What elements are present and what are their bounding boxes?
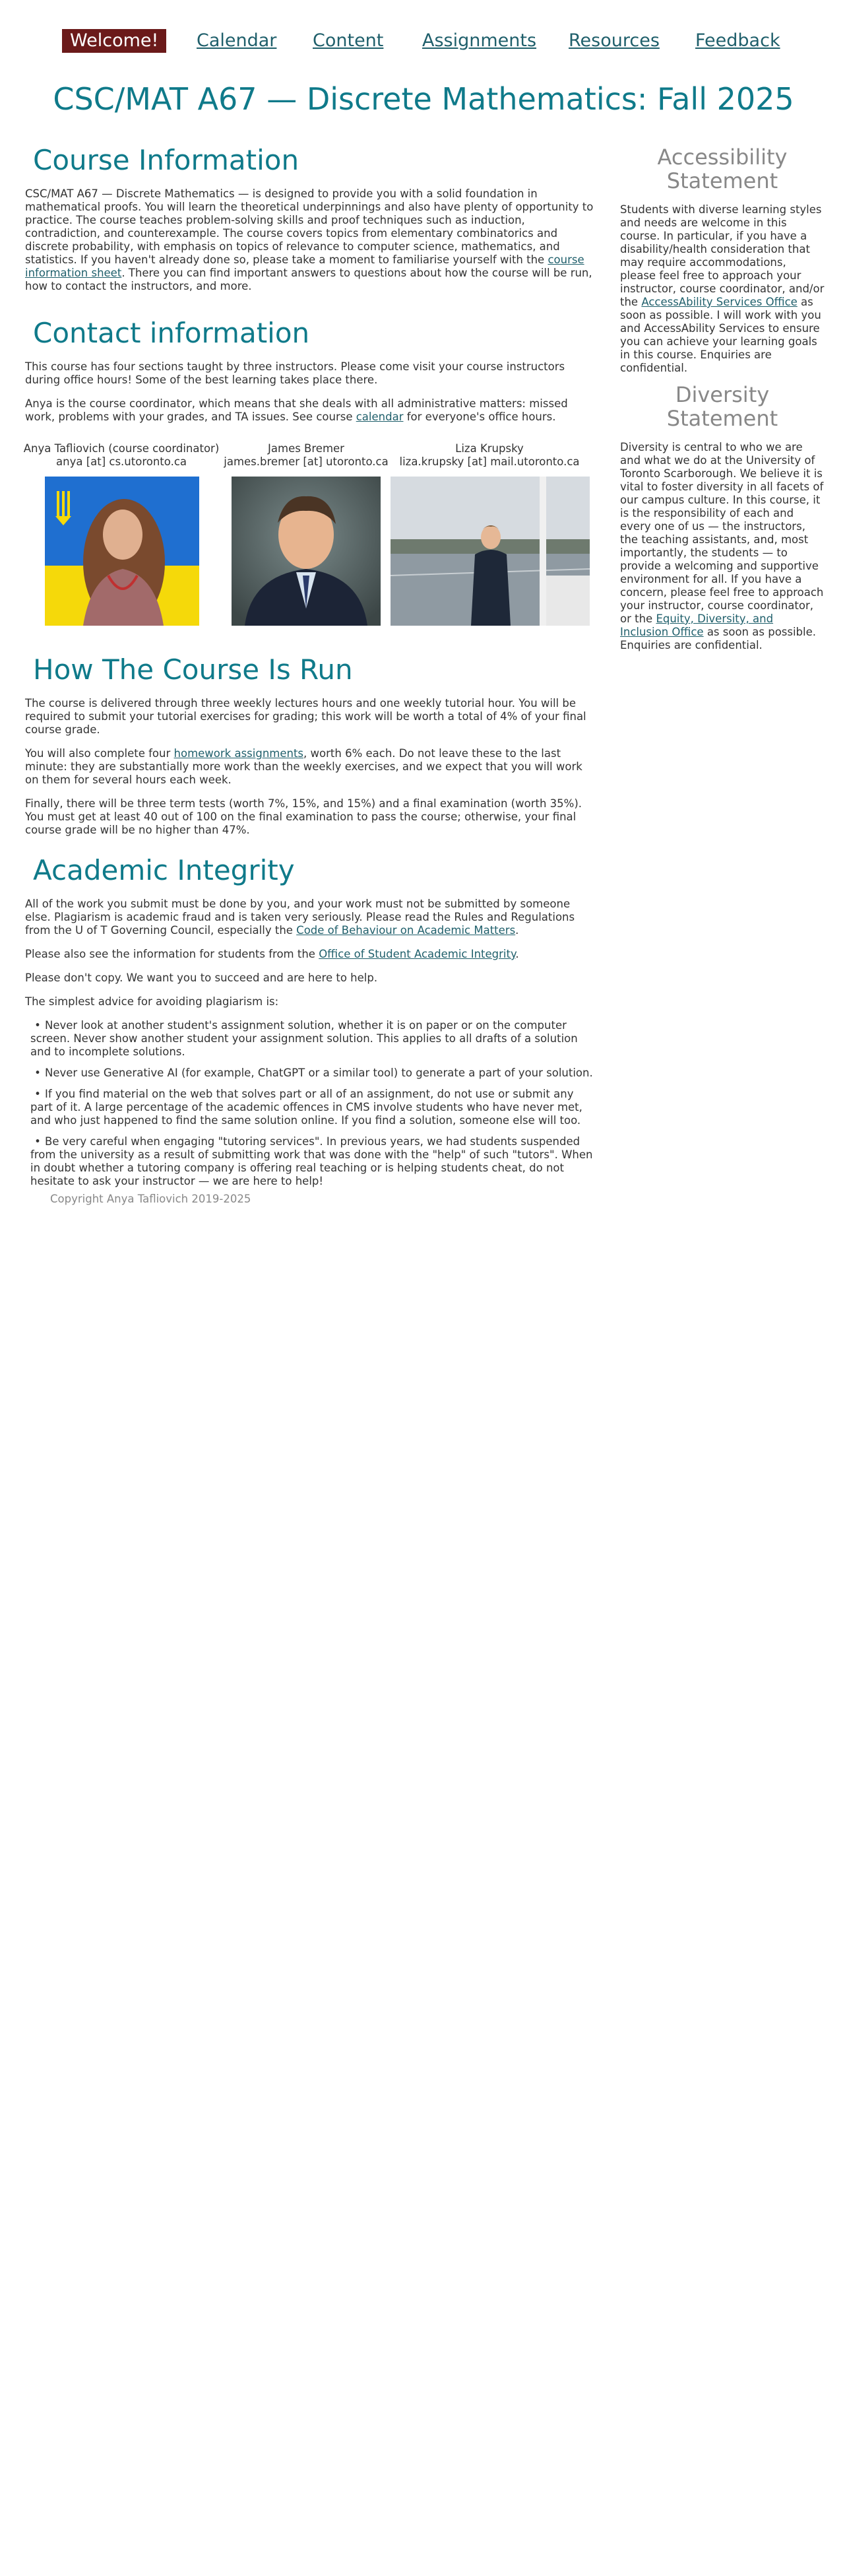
nav-feedback[interactable]: Feedback: [695, 30, 780, 51]
staff-email: anya [at] cs.utoronto.ca: [56, 455, 187, 468]
how-run-p2-part: You will also complete four: [25, 747, 174, 760]
accessibility-text-part: Students with diverse learning styles and needs are welcome in this course. In particular, if you have a disability/health consideration that may require accommodations, please feel free to approach your instructor, course coordinator, and/or the: [620, 203, 825, 308]
course-info-sheet-link[interactable]: course information sheet: [25, 253, 584, 279]
staff-email: james.bremer [at] utoronto.ca: [224, 455, 389, 468]
integrity-p2-part: .: [515, 948, 519, 960]
code-of-behaviour-link[interactable]: Code of Behaviour on Academic Matters: [296, 924, 516, 937]
staff-photo-liza: [391, 477, 590, 626]
integrity-p1-part: .: [515, 924, 519, 937]
how-run-p3: Finally, there will be three term tests (worth 7%, 15%, and 15%) and a final examination (worth 35%). You must get at least 40 out of 100 on the final examination to pass the course; otherwise, your final course grade will be no higher than 47%.: [25, 797, 582, 836]
calendar-link[interactable]: calendar: [356, 411, 404, 423]
integrity-p3: Please don't copy. We want you to succeed and are here to help.: [25, 972, 378, 984]
list-item: • Never look at another student's assignment solution, whether it is on paper or on the computer screen. Never show another student your assignment solution. This applies to all drafts of a solution and to incomplete solutions.: [30, 1019, 596, 1059]
copyright: Copyright Anya Tafliovich 2019-2025: [50, 1193, 251, 1205]
plagiarism-rules-list: [25, 1019, 596, 1188]
nav-calendar[interactable]: Calendar: [197, 30, 277, 51]
staff-list: [25, 442, 596, 640]
academic-integrity-office-link[interactable]: Office of Student Academic Integrity: [319, 948, 516, 960]
integrity-p1-part: All of the work you submit must be done by you, and your work must not be submitted by someone else. Plagiarism is academic fraud and is taken very seriously. Please read the Rules and Regulations from the U of T Governing Council, especially the: [25, 898, 575, 937]
accessibility-statement: [620, 145, 825, 375]
contact-p2-part: Anya is the course coordinator, which means that she deals with all administrative matters: missed work, problems with your grades, and TA issues. See course: [25, 397, 568, 423]
list-item: • Never use Generative AI (for example, ChatGPT or a similar tool) to generate a part of your solution.: [30, 1067, 596, 1080]
integrity-heading: Academic Integrity: [33, 854, 295, 886]
nav-welcome[interactable]: Welcome!: [62, 29, 166, 53]
contact-p2: [25, 397, 596, 424]
staff-card: [207, 442, 405, 626]
diversity-heading: Diversity Statement: [666, 382, 778, 431]
staff-photo-anya-image: [45, 477, 199, 626]
how-run-section: [25, 652, 596, 847]
staff-name: James Bremer: [268, 442, 344, 455]
how-run-p1: The course is delivered through three weekly lectures hours and one weekly tutorial hour. You will be required to submit your tutorial exercises for grading; this work will be worth a total of 4% of your final course grade.: [25, 697, 586, 736]
contact-p2-part: for everyone's office hours.: [403, 411, 556, 423]
diversity-text-part: Diversity is central to who we are and what we do at the University of Toronto Scarborough. We believe it is vital to foster diversity in all facets of our campus culture. In this course, it is the responsibility of each and every one of us — the instructors, the teaching assistants, and, most importantly, the students — to provide a welcoming and supportive environment for all. If you have a concern, please feel free to approach your instructor, course coordinator, or the: [620, 441, 824, 625]
course-info-text-part: . There you can find important answers to questions about how the course will be run, how to contact the instructors, and more.: [25, 267, 592, 292]
how-run-heading: How The Course Is Run: [33, 653, 353, 686]
nav-content[interactable]: Content: [313, 30, 384, 51]
top-nav: [62, 29, 794, 59]
accessability-services-link[interactable]: AccessAbility Services Office: [641, 296, 798, 308]
staff-name: Anya Tafliovich (course coordinator): [23, 442, 220, 455]
integrity-p2: [25, 948, 596, 961]
integrity-p1: [25, 898, 596, 937]
integrity-p4: The simplest advice for avoiding plagiarism is:: [25, 995, 279, 1008]
contact-section: [25, 315, 596, 640]
nav-resources[interactable]: Resources: [569, 30, 660, 51]
course-info-text-part: CSC/MAT A67 — Discrete Mathematics — is designed to provide you with a solid foundation in mathematical proofs. You will learn the theoretical underpinnings and also have plenty of opportunity to practice. The course teaches problem-solving skills and proof techniques such as induction, contradiction, and counterexample. The course covers topics from elementary combinatorics and discrete probability, with emphasis on topics of relevance to computer science, mathematics, and statistics. If you haven't already done so, please take a moment to familiarise yourself with the: [25, 187, 594, 266]
staff-photo-james: [232, 477, 381, 626]
accessibility-heading: Accessibility Statement: [657, 145, 788, 193]
diversity-statement: [620, 383, 825, 652]
contact-p1: This course has four sections taught by three instructors. Please come visit your course instructors during office hours! Some of the best learning takes place there.: [25, 360, 565, 386]
accessibility-text: [620, 203, 825, 375]
staff-email: liza.krupsky [at] mail.utoronto.ca: [399, 455, 580, 468]
how-run-p2: [25, 747, 596, 787]
staff-card: [22, 442, 220, 626]
list-item: • Be very careful when engaging "tutoring services". In previous years, we had students suspended from the university as a result of submitting work that was done with the "help" of such "tutors". When in doubt whether a tutoring company is offering real teaching or is helping students cheat, do not hesitate to ask your instructor — we are here to help!: [30, 1135, 596, 1188]
diversity-text: [620, 441, 825, 652]
how-run-p2-part: , worth 6% each. Do not leave these to the last minute: they are substantially more work than the weekly exercises, and we expect that you will work on them for several hours each week.: [25, 747, 582, 786]
staff-photo-anya: [45, 477, 199, 626]
homework-assignments-link[interactable]: homework assignments: [173, 747, 304, 760]
course-info-heading: Course Information: [33, 144, 299, 176]
accessibility-text-part: as soon as possible. I will work with you and AccessAbility Services to ensure you can achieve your learning goals in this course. Enquiries are confidential.: [620, 296, 821, 374]
contact-heading: Contact information: [33, 317, 310, 349]
edi-office-link[interactable]: Equity, Diversity, and Inclusion Office: [620, 612, 774, 638]
list-item: • If you find material on the web that solves part or all of an assignment, do not use or submit any part of it. A large percentage of the academic offences in CMS involve students who have never met, and who just happened to find the same solution online. If you find a solution, someone else will too.: [30, 1088, 596, 1127]
course-info-section: [25, 143, 596, 304]
staff-card: [391, 442, 588, 626]
diversity-text-part: as soon as possible. Enquiries are confidential.: [620, 626, 817, 651]
staff-photo-james-image: [232, 477, 381, 626]
integrity-p2-part: Please also see the information for students from the: [25, 948, 319, 960]
nav-assignments[interactable]: Assignments: [422, 30, 537, 51]
staff-name: Liza Krupsky: [455, 442, 524, 455]
staff-photo-liza-image: [391, 477, 590, 626]
integrity-section: [25, 853, 596, 1196]
course-info-text: [25, 187, 596, 293]
page-title: CSC/MAT A67 — Discrete Mathematics: Fall 2025: [53, 81, 794, 117]
